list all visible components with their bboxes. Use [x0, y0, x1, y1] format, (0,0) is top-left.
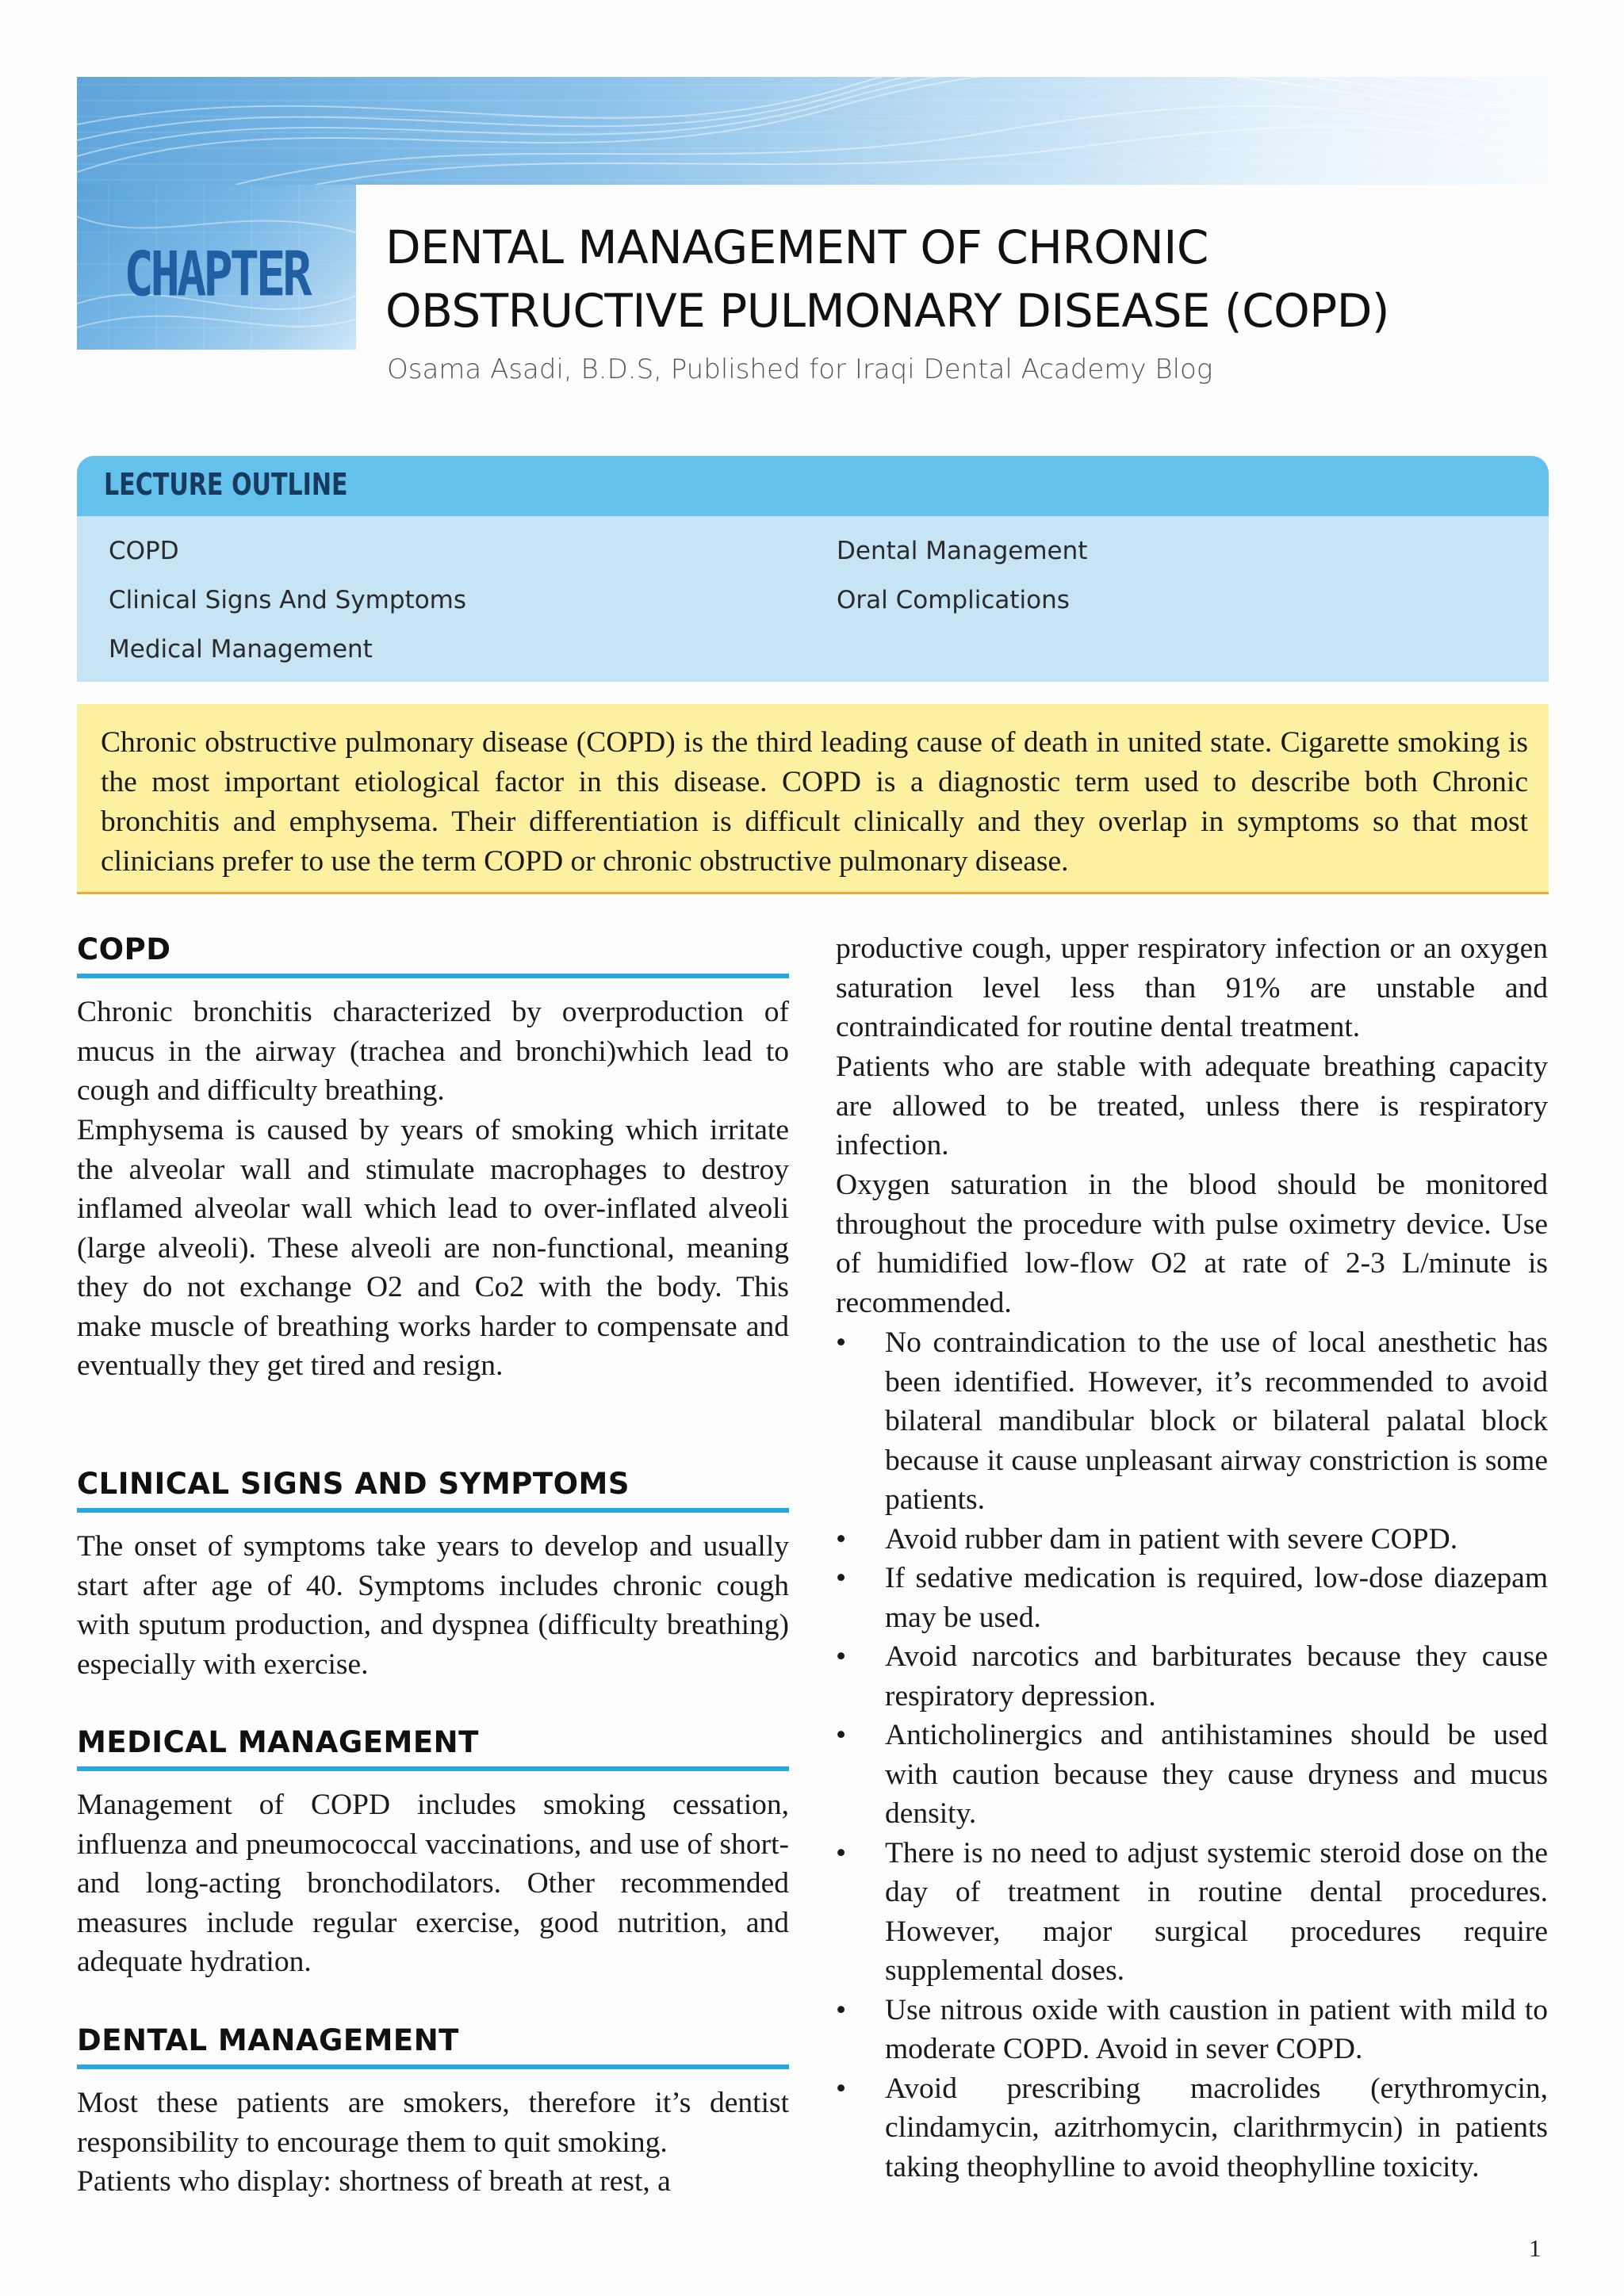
dental-paragraph-3: Patients who are stable with adequate breathing capacity are allowed to be treated, unless there is respiratory infection. — [836, 1050, 1548, 1161]
list-item: • Avoid narcotics and barbiturates because they cause respiratory depression. — [836, 1637, 1548, 1716]
section-rule — [77, 2064, 789, 2069]
header-banner — [77, 77, 1549, 185]
section-heading-medical: MEDICAL MANAGEMENT — [77, 1725, 479, 1759]
outline-item: COPD — [109, 537, 179, 565]
dental-paragraph-2-start: Patients who display: shortness of breath at rest, a — [77, 2165, 671, 2198]
page-title — [385, 216, 1543, 342]
bullet-marker: • — [836, 1836, 847, 1869]
dental-paragraph-4: Oxygen saturation in the blood should be monitored throughout the procedure with pulse oximetry device. Use of humidified low-flow O2 at rate of 2-3 L/minute is recommended. — [836, 1169, 1548, 1319]
chapter-tab — [77, 185, 356, 350]
bullet-marker: • — [836, 1562, 847, 1594]
lecture-outline-heading: LECTURE OUTLINE — [104, 467, 348, 502]
dental-paragraph-1: Most these patients are smokers, therefore it’s dentist responsibility to encourage them to quit smoking. — [77, 2087, 789, 2159]
section-heading-signs: CLINICAL SIGNS AND SYMPTOMS — [77, 1467, 630, 1501]
title-line-2: OBSTRUCTIVE PULMONARY DISEASE (COPD) — [385, 284, 1390, 338]
list-item: • Avoid prescribing macrolides (erythromycin, clindamycin, azitrhomycin, clarithrmycin) in patients taking theophylline to avoid theophylline toxicity. — [836, 2069, 1548, 2187]
banner-wave-pattern — [77, 77, 1549, 185]
bullet-marker: • — [836, 1640, 847, 1673]
outline-column-left — [109, 535, 466, 682]
list-item: • Use nitrous oxide with caustion in patient with mild to moderate COPD. Avoid in sever COPD. — [836, 1991, 1548, 2069]
copd-paragraph-2: Emphysema is caused by years of smoking which irritate the alveolar wall and stimulate macrophages to destroy inflamed alveolar wall which lead to over-inflated alveoli (large alveoli). These alveoli are non-functional, meaning they do not exchange O2 and Co2 with the body. This make muscle of breathing works harder to compensate and eventually they get tired and resign. — [77, 1114, 789, 1382]
title-line-1: DENTAL MANAGEMENT OF CHRONIC — [385, 220, 1208, 274]
bullet-marker: • — [836, 1326, 847, 1359]
bullet-marker: • — [836, 2072, 847, 2105]
lecture-outline-box — [77, 456, 1549, 682]
bullet-marker: • — [836, 1993, 847, 2026]
section-heading-dental: DENTAL MANAGEMENT — [77, 2023, 459, 2057]
section-rule — [77, 974, 789, 978]
list-item: • If sedative medication is required, low-dose diazepam may be used. — [836, 1559, 1548, 1637]
bullet-marker: • — [836, 1719, 847, 1751]
outline-item: Dental Management — [837, 537, 1088, 565]
outline-column-right — [837, 535, 1087, 633]
intro-highlight-box — [77, 704, 1549, 894]
list-item: • There is no need to adjust systemic steroid dose on the day of treatment in routine dental procedures. However, major surgical procedures require supplemental doses. — [836, 1834, 1548, 1991]
outline-item: Medical Management — [109, 635, 373, 664]
intro-text: Chronic obstructive pulmonary disease (COPD) is the third leading cause of death in united state. Cigarette smoking is the most important etiological factor in this disease. COPD is a diagnostic term used to describe both Chronic bronchitis and emphysema. Their differentiation is difficult clinically and they overlap in symptoms so that most clinicians prefer to use the term COPD or chronic obstructive pulmonary disease. — [101, 726, 1528, 878]
page-number: 1 — [1529, 2234, 1542, 2262]
dental-guidelines-list — [836, 1323, 1548, 2187]
section-rule — [77, 1766, 789, 1771]
outline-item: Oral Complications — [837, 586, 1070, 614]
list-item: • No contraindication to the use of local anesthetic has been identified. However, it’s recommended to avoid bilateral mandibular block or bilateral palatal block because it cause unpleasant airway constriction is some patients. — [836, 1323, 1548, 1520]
list-item: • Anticholinergics and antihistamines should be used with caution because they cause dryness and mucus density. — [836, 1716, 1548, 1834]
copd-paragraph-1: Chronic bronchitis characterized by overproduction of mucus in the airway (trachea and bronchi)which lead to cough and difficulty breathing. — [77, 996, 789, 1107]
lecture-outline-header — [77, 456, 1549, 516]
dental-paragraph-2-continued: productive cough, upper respiratory infection or an oxygen saturation level less than 91% are unstable and contraindicated for routine dental treatment. — [836, 932, 1548, 1043]
chapter-label: CHAPTER — [124, 237, 309, 311]
section-rule — [77, 1508, 789, 1513]
author-byline: Osama Asadi, B.D.S, Published for Iraqi Dental Academy Blog — [387, 354, 1213, 385]
section-heading-copd: COPD — [77, 932, 171, 966]
signs-paragraph: The onset of symptoms take years to develop and usually start after age of 40. Symptoms includes chronic cough with sputum production, and dyspnea (difficulty breathing) especially with exercise. — [77, 1530, 789, 1681]
outline-item: Clinical Signs And Symptoms — [109, 586, 467, 614]
list-item: • Avoid rubber dam in patient with severe COPD. — [836, 1520, 1548, 1559]
medical-paragraph: Management of COPD includes smoking cessation, influenza and pneumococcal vaccinations, and use of short- and long-acting bronchodilators. Other recommended measures include regular exercise, good nutrition, and adequate hydration. — [77, 1789, 789, 1978]
bullet-marker: • — [836, 1522, 847, 1556]
